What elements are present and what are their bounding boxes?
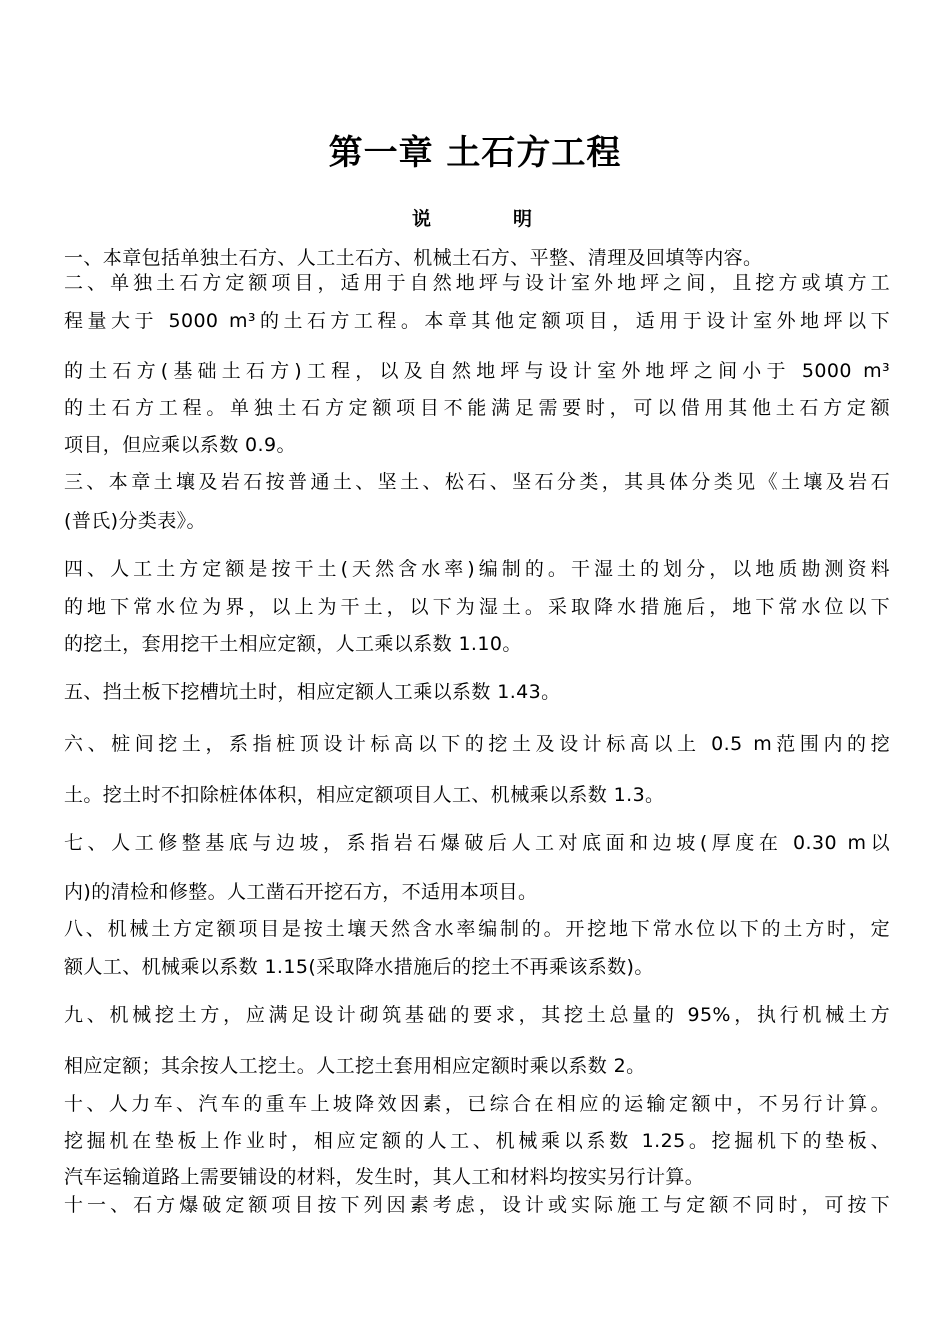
text-line: 七、人工修整基底与边坡，系指岩石爆破后人工对底面和边坡(厚度在 0.30 m以 [64,832,890,854]
text-line: 内)的清检和修整。人工凿石开挖石方，不适用本项目。 [64,881,538,903]
text-line: (普氏)分类表》。 [64,510,206,532]
text-line: 额人工、机械乘以系数 1.15(采取降水措施后的挖土不再乘该系数)。 [64,956,654,978]
text-line: 项目，但应乘以系数 0.9。 [64,434,296,456]
text-line: 九、机械挖土方，应满足设计砌筑基础的要求，其挖土总量的 95%，执行机械土方 [64,1004,890,1026]
chapter-title: 第一章 土石方工程 [328,133,622,173]
text-line: 八、机械土方定额项目是按土壤天然含水率编制的。开挖地下常水位以下的土方时，定 [64,918,890,940]
text-line: 十一、石方爆破定额项目按下列因素考虑，设计或实际施工与定额不同时，可按下 [64,1194,890,1216]
text-line: 土。挖土时不扣除桩体体积，相应定额项目人工、机械乘以系数 1.3。 [64,784,665,806]
section-heading-char-1: 说 [412,208,432,230]
text-line: 一、本章包括单独土石方、人工土石方、机械土石方、平整、清理及回填等内容。 [64,247,763,269]
text-line: 四、人工土方定额是按干土(天然含水率)编制的。干湿土的划分，以地质勘测资料 [64,558,890,580]
text-line: 的挖土，套用挖干土相应定额，人工乘以系数 1.10。 [64,633,522,655]
text-line: 三、本章土壤及岩石按普通土、坚土、松石、坚石分类，其具体分类见《土壤及岩石 [64,471,890,493]
section-heading [412,204,532,234]
text-line: 二、单独土石方定额项目，适用于自然地坪与设计室外地坪之间，且挖方或填方工 [64,272,890,294]
section-heading-char-2: 明 [512,208,532,230]
text-line: 十、人力车、汽车的重车上坡降效因素，已综合在相应的运输定额中，不另行计算。 [64,1093,890,1115]
text-line: 挖掘机在垫板上作业时，相应定额的人工、机械乘以系数 1.25。挖掘机下的垫板、 [64,1130,890,1152]
text-line: 六、桩间挖土，系指桩顶设计标高以下的挖土及设计标高以上 0.5 m范围内的挖 [64,733,890,755]
text-line: 的地下常水位为界，以上为干土，以下为湿土。采取降水措施后，地下常水位以下 [64,596,890,618]
text-line: 汽车运输道路上需要铺设的材料，发生时，其人工和材料均按实另行计算。 [64,1166,705,1188]
text-line: 的土石方工程。单独土石方定额项目不能满足需要时，可以借用其他土石方定额 [64,397,890,419]
text-line: 相应定额；其余按人工挖土。人工挖土套用相应定额时乘以系数 2。 [64,1055,646,1077]
text-line: 的土石方(基础土石方)工程，以及自然地坪与设计室外地坪之间小于 5000 m³ [64,360,890,382]
text-line: 程量大于 5000 m³的土石方工程。本章其他定额项目，适用于设计室外地坪以下 [64,310,890,332]
text-line: 五、挡土板下挖槽坑土时，相应定额人工乘以系数 1.43。 [64,681,561,703]
